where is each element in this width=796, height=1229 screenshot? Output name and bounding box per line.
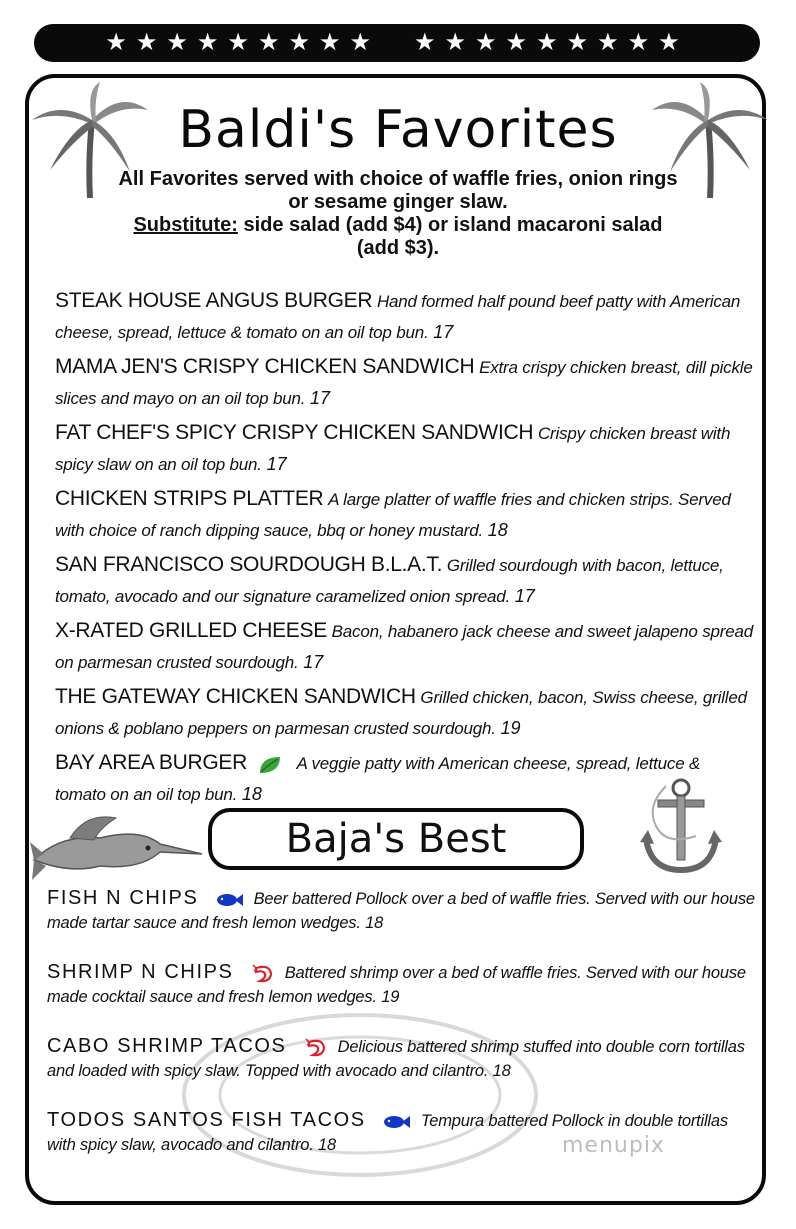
item-price: 18	[241, 784, 262, 804]
item-description: A large platter of waffle fries and chicken strips. Served with choice of ranch dipping sauce, bbq or honey mustard.	[55, 490, 731, 540]
veggie-leaf-icon	[258, 755, 282, 775]
substitute-label: Substitute:	[133, 214, 238, 236]
section-heading-baja: Baja's Best	[208, 808, 584, 870]
item-price: 19	[500, 718, 521, 738]
item-description: Battered shrimp over a bed of waffle fries. Served with our house made cocktail sauce and fresh lemon wedges. 19	[47, 964, 746, 1006]
item-price: 17	[310, 388, 331, 408]
fish-icon	[217, 893, 243, 907]
item-name: SAN FRANCISCO SOURDOUGH B.L.A.T.	[55, 553, 443, 576]
menu-item	[47, 886, 757, 960]
menu-item	[47, 960, 757, 1034]
item-name: SHRIMP N CHIPS	[47, 961, 234, 983]
marlin-illustration-icon	[30, 808, 206, 888]
shrimp-icon	[305, 1038, 327, 1058]
stars-left: ★★★★★★★★★	[105, 29, 380, 56]
anchor-illustration-icon	[636, 776, 726, 876]
stars-right: ★★★★★★★★★	[414, 29, 689, 56]
watermark: menupix	[562, 1133, 665, 1158]
item-description: Tempura battered Pollock in double tortillas with spicy slaw, avocado and cilantro. 18	[47, 1112, 728, 1154]
item-description: Grilled chicken, bacon, Swiss cheese, grilled onions & poblano peppers on parmesan crusted sourdough.	[55, 688, 747, 738]
item-name: CABO SHRIMP TACOS	[47, 1035, 287, 1057]
menu-item	[55, 615, 755, 681]
item-description: Delicious battered shrimp stuffed into double corn tortillas and loaded with spicy slaw. Topped with avocado and cilantro. 18	[47, 1038, 745, 1080]
item-name: CHICKEN STRIPS PLATTER	[55, 487, 324, 510]
fish-icon	[384, 1115, 410, 1129]
menu-item	[55, 483, 755, 549]
menu-item	[47, 1034, 757, 1108]
item-description: Bacon, habanero jack cheese and sweet jalapeno spread on parmesan crusted sourdough.	[55, 622, 753, 672]
item-description: Beer battered Pollock over a bed of waffle fries. Served with our house made tartar sauce and fresh lemon wedges. 18	[47, 890, 755, 932]
menu-item	[55, 681, 755, 747]
item-price: 17	[514, 586, 535, 606]
item-name: THE GATEWAY CHICKEN SANDWICH	[55, 685, 416, 708]
item-price: 18	[487, 520, 508, 540]
item-description: Extra crispy chicken breast, dill pickle slices and mayo on an oil top bun.	[55, 358, 753, 408]
item-name: STEAK HOUSE ANGUS BURGER	[55, 289, 373, 312]
item-name: FISH N CHIPS	[47, 887, 199, 909]
item-description: A veggie patty with American cheese, spread, lettuce & tomato on an oil top bun.	[55, 754, 701, 804]
shrimp-icon	[252, 964, 274, 984]
intro-line: All Favorites served with choice of waffle fries, onion rings or sesame ginger slaw.	[118, 168, 678, 213]
page-title: Baldi's Favorites	[178, 100, 618, 160]
item-name: BAY AREA BURGER	[55, 751, 247, 774]
menu-item	[55, 417, 755, 483]
item-name: FAT CHEF'S SPICY CRISPY CHICKEN SANDWICH	[55, 421, 534, 444]
item-price: 17	[433, 322, 454, 342]
menu-item	[55, 351, 755, 417]
menu-item	[55, 549, 755, 615]
favorites-list	[55, 285, 755, 813]
intro-text	[110, 168, 686, 260]
item-description: Grilled sourdough with bacon, lettuce, tomato, avocado and our signature caramelized onion spread.	[55, 556, 724, 606]
item-name: MAMA JEN'S CRISPY CHICKEN SANDWICH	[55, 355, 475, 378]
menu-item	[55, 285, 755, 351]
star-banner	[34, 24, 760, 62]
item-name: TODOS SANTOS FISH TACOS	[47, 1109, 366, 1131]
item-description: Crispy chicken breast with spicy slaw on an oil top bun.	[55, 424, 731, 474]
item-name: X-RATED GRILLED CHEESE	[55, 619, 327, 642]
substitute-text: side salad (add $4) or island macaroni salad (add $3).	[237, 214, 663, 259]
item-description: Hand formed half pound beef patty with American cheese, spread, lettuce & tomato on an oil top bun.	[55, 292, 741, 342]
item-price: 17	[303, 652, 324, 672]
item-price: 17	[266, 454, 287, 474]
